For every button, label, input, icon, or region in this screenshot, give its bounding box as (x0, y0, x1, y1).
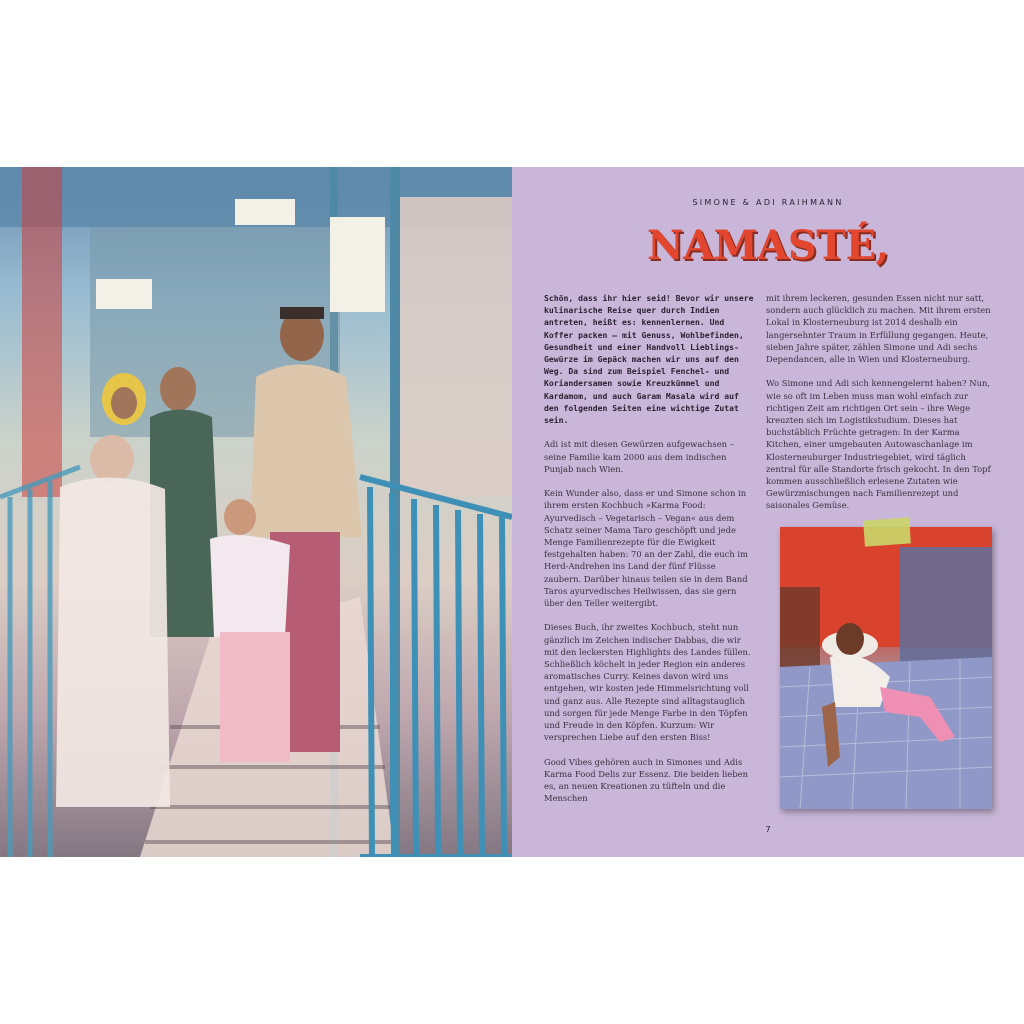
page-number: 7 (765, 825, 771, 834)
paragraph: Dieses Buch, ihr zweites Kochbuch, steht nun gänzlich im Zeichen indischer Dabbas, die wir mit den leckersten Highlights des Landes füllen. Schließlich köchelt in jeder Region ein anderes aromatisches Curry. Keines davon wird uns entgehen, wir kosten jede Himmelsrichtung voll und ganz aus. Alle Rezepte sind alltagstauglich und sorgen für jede Menge Farbe in den Töpfen und Freude in den Köpfen. Kurzum: Wir versprechen Liebe auf den ersten Biss! (544, 622, 751, 743)
paragraph: Good Vibes gehören auch in Simones und Adis Karma Food Delis zur Essenz. Die beiden lieben es, an neuen Kreationen zu tüfteln und die Menschen (544, 756, 748, 804)
lead-paragraph: Schön, dass ihr hier seid! Bevor wir unsere kulinarische Reise quer durch Indien antreten, heißt es: kennenlernen. Und Koffer packen – mit Genuss, Wohlbefinden, Gesundheit und einer Handvoll Lieblings-Gewürze im Gepäck machen wir uns auf den Weg. Da sind zum Beispiel Fenchel- und Koriandersamen sowie Kreuzkümmel und Kardamom, und auch Garam Masala wird auf den folgenden Seiten eine wichtige Zutat sein. (544, 293, 754, 426)
text-column-left (544, 292, 754, 817)
paragraph: mit ihrem leckeren, gesunden Essen nicht nur satt, sondern auch glücklich zu machen. Mit ihrem ersten Lokal in Klosterneuburg ist 2014 deshalb ein langersehnter Traum in Erfüllung gegangen. Heute, sieben Jahre später, zählen Simone und Adi sechs Dependancen, alle in Wien und Klosterneuburg. (766, 293, 991, 365)
paragraph: Wo Simone und Adi sich kennengelernt haben? Nun, wie so oft im Leben muss man wohl einfach zur richtigen Zeit am richtigen Ort sein – ihre Wege kreuzten sich im Logistikstudium. Dieses hat buchstäblich Früchte getragen: In der Karma Kitchen, einer umgebauten Autowaschanlage im Klosterneuburger Industriegebiet, wird täglich zentral für alle Standorte frisch gekocht. In den Topf kommen ausschließlich erlesene Zutaten wie Gewürzmischungen nach Familienrezept und saisonales Gemüse. (766, 378, 991, 511)
paragraph: Adi ist mit diesen Gewürzen aufgewachsen – seine Familie kam 2000 aus dem indischen Punjab nach Wien. (544, 439, 734, 474)
family-photo (0, 167, 512, 857)
family-photo-illustration (0, 167, 512, 857)
tape-strip (863, 517, 911, 546)
text-page (512, 167, 1024, 857)
authors-line: SIMONE & ADI RAIHMANN (692, 198, 844, 207)
paragraph: Kein Wunder also, dass er und Simone schon in ihrem ersten Kochbuch »Karma Food: Ayurvedisch – Vegetarisch – Vegan« aus dem Schatz seiner Mama Taro geschöpft und jede Menge Familienrezepte für die Ewigkeit festgehalten haben: 70 an der Zahl, die euch im Herd-Andrehen ins Land der fünf Flüsse zaubern. Darüber hinaus teilen sie in dem Band Taros ayurvedisches Heilwissen, das sie gern über den Teller weitergibt. (544, 488, 748, 609)
book-spread (0, 167, 1024, 857)
child-photo-illustration (780, 527, 992, 809)
page-title: NAMASTÉ, (647, 222, 889, 269)
text-column-right (766, 292, 992, 524)
child-photo (780, 527, 992, 809)
